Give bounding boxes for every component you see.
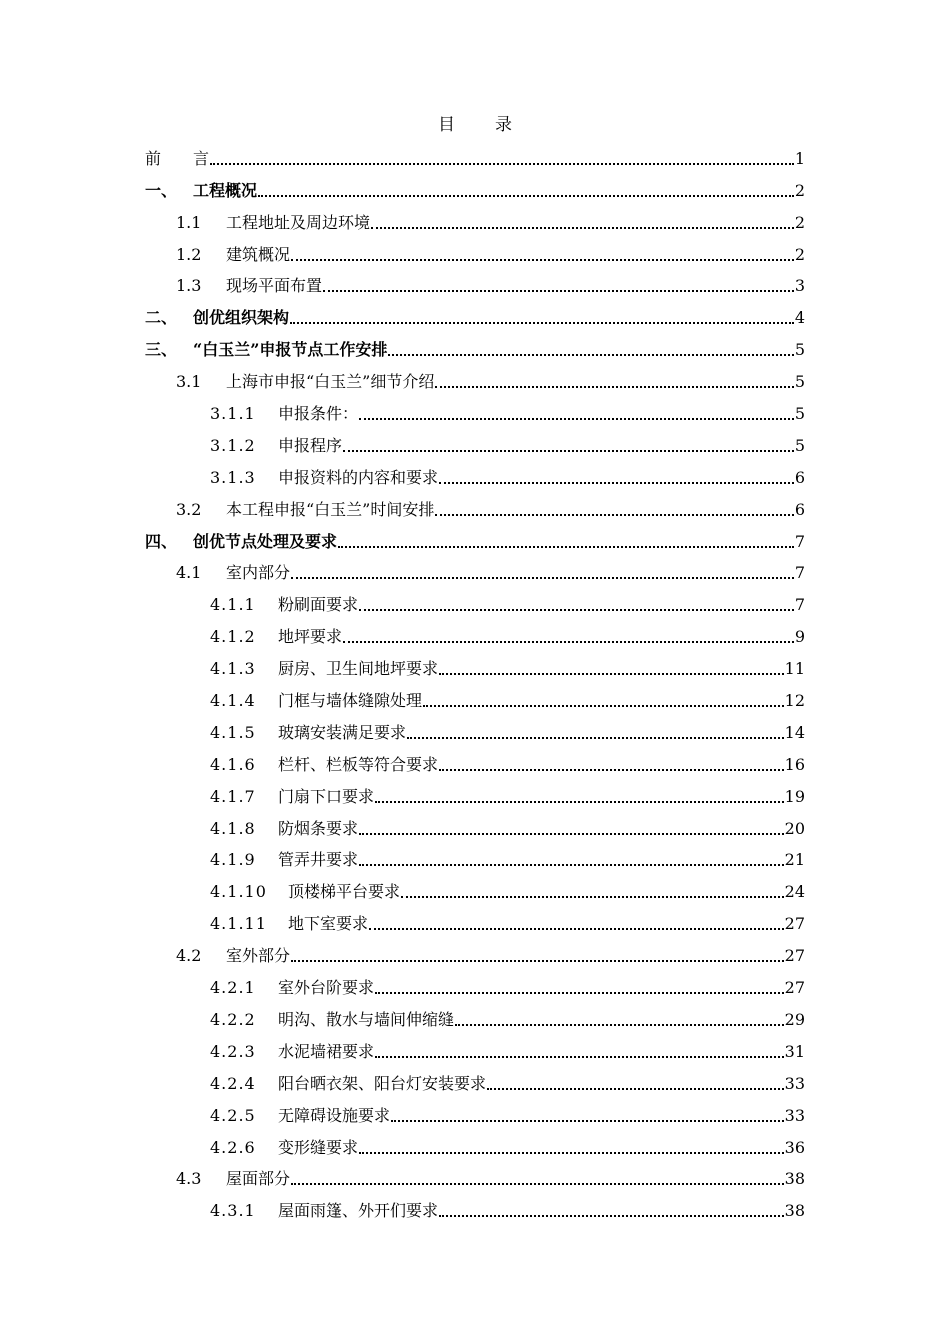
toc-entry-page: 7: [794, 563, 805, 583]
toc-entry-page: 21: [784, 850, 805, 870]
toc-entry-title: 防烟条要求: [278, 818, 359, 838]
toc-entry-page: 33: [784, 1105, 805, 1125]
toc-entry[interactable]: [0, 842, 950, 874]
toc-entry-title: 建筑概况: [226, 244, 291, 264]
dot-leader: [359, 1152, 784, 1154]
toc-entry-page: 24: [784, 882, 805, 902]
dot-leader: [375, 801, 784, 803]
toc-entry-number: 1.3: [176, 276, 202, 296]
toc-entry-title: 顶楼梯平台要求: [288, 882, 401, 902]
toc-entry-number: 二、: [145, 308, 178, 328]
toc-entry[interactable]: [0, 268, 950, 300]
toc-entry-title: 明沟、散水与墙间伸缩缝: [278, 1009, 455, 1029]
dot-leader: [455, 1024, 784, 1026]
toc-entry-title: 厨房、卫生间地坪要求: [278, 659, 439, 679]
toc-entry[interactable]: [0, 363, 950, 395]
toc-heading-right: 录: [495, 115, 512, 135]
toc-entry-page: 12: [784, 691, 805, 711]
toc-entry[interactable]: [0, 1097, 950, 1129]
toc-entry-page: 38: [784, 1201, 805, 1221]
toc-entry-title: 创优节点处理及要求: [193, 531, 338, 551]
dot-leader: [487, 1088, 784, 1090]
toc-entry[interactable]: [0, 746, 950, 778]
toc-entry-number: 4.2.1: [210, 978, 256, 998]
toc-entry-title: 栏杆、栏板等符合要求: [278, 754, 439, 774]
toc-entry[interactable]: [0, 778, 950, 810]
dot-leader: [439, 673, 784, 675]
dot-leader: [291, 960, 784, 962]
toc-entry-page: 14: [784, 722, 805, 742]
toc-entry-number: 4.1: [176, 563, 202, 583]
toc-entry-title: 门框与墙体缝隙处理: [278, 691, 423, 711]
toc-entry[interactable]: [0, 236, 950, 268]
toc-entry-number: 4.3: [176, 1169, 202, 1189]
toc-entry[interactable]: [0, 523, 950, 555]
toc-entry-page: 2: [794, 180, 805, 200]
toc-entry[interactable]: [0, 650, 950, 682]
toc-entry-page: 6: [794, 499, 805, 519]
toc-entry-title: 管弄井要求: [278, 850, 359, 870]
toc-entry-number: 4.1.1: [210, 595, 256, 615]
dot-leader: [343, 641, 794, 643]
toc-entry-page: 27: [784, 946, 805, 966]
toc-entry-number: 3.2: [176, 499, 202, 519]
toc-entry-number: 一、: [145, 180, 178, 200]
toc-entry[interactable]: [0, 1033, 950, 1065]
toc-heading: [0, 112, 950, 138]
toc-entry-page: 5: [794, 435, 805, 455]
dot-leader: [338, 546, 794, 548]
toc-entry-title: 工程概况: [193, 180, 258, 200]
toc-entry-number: 1.1: [176, 212, 202, 232]
toc-entry-number: 4.1.2: [210, 627, 256, 647]
toc-entry[interactable]: [0, 172, 950, 204]
toc-entry-title: 玻璃安装满足要求: [278, 722, 407, 742]
toc-entry-page: 31: [784, 1041, 805, 1061]
toc-entry-title: 室外部分: [226, 946, 291, 966]
toc-entry-title: 门扇下口要求: [278, 786, 375, 806]
dot-leader: [439, 1215, 784, 1217]
toc-entry-page: 38: [784, 1169, 805, 1189]
toc-entry[interactable]: [0, 331, 950, 363]
toc-entry-title: 阳台晒衣架、阳台灯安装要求: [278, 1073, 487, 1093]
toc-entry[interactable]: [0, 1192, 950, 1224]
dot-leader: [391, 1120, 784, 1122]
toc-entry-number: 1.2: [176, 244, 202, 264]
toc-entry-number: 3.1: [176, 372, 202, 392]
toc-entry[interactable]: [0, 1001, 950, 1033]
toc-entry-title: 室内部分: [226, 563, 291, 583]
dot-leader: [291, 1183, 784, 1185]
toc-entry-title: 申报程序: [278, 435, 343, 455]
toc-entry-title: 屋面部分: [226, 1169, 291, 1189]
toc-entry[interactable]: [0, 714, 950, 746]
dot-leader: [210, 163, 794, 165]
toc-entry-number: 4.2.2: [210, 1009, 256, 1029]
dot-leader: [258, 195, 794, 197]
toc-entry-page: 20: [784, 818, 805, 838]
toc-entry-title: 室外台阶要求: [278, 978, 375, 998]
dot-leader: [359, 418, 794, 420]
toc-entry-page: 27: [784, 914, 805, 934]
toc-entry-number: 4.1.7: [210, 786, 256, 806]
toc-list: [0, 140, 950, 1224]
toc-entry[interactable]: [0, 1161, 950, 1193]
toc-entry[interactable]: [0, 459, 950, 491]
toc-entry[interactable]: [0, 810, 950, 842]
toc-entry[interactable]: [0, 618, 950, 650]
dot-leader: [375, 1056, 784, 1058]
toc-entry-number: 3.1.3: [210, 467, 256, 487]
toc-entry-number: 三、: [145, 340, 178, 360]
toc-entry-number: 4.1.9: [210, 850, 256, 870]
toc-entry-number: 4.1.10: [210, 882, 267, 902]
dot-leader: [435, 514, 793, 516]
toc-entry[interactable]: [0, 140, 950, 172]
dot-leader: [435, 386, 793, 388]
toc-entry-number: 4.2.3: [210, 1041, 256, 1061]
toc-entry-page: 27: [784, 978, 805, 998]
toc-entry-number: 4.2.6: [210, 1137, 256, 1157]
toc-entry-title: 变形缝要求: [278, 1137, 359, 1157]
dot-leader: [371, 227, 794, 229]
toc-entry[interactable]: [0, 1129, 950, 1161]
toc-entry-page: 5: [794, 340, 805, 360]
toc-entry-title: 无障碍设施要求: [278, 1105, 391, 1125]
toc-entry-page: 5: [794, 404, 805, 424]
toc-entry-page: 9: [794, 627, 805, 647]
toc-entry-title: 工程地址及周边环境: [226, 212, 371, 232]
toc-entry-page: 2: [794, 212, 805, 232]
toc-entry-number: 四、: [145, 531, 178, 551]
toc-entry-number: 4.1.8: [210, 818, 256, 838]
dot-leader: [375, 992, 784, 994]
toc-entry-page: 29: [784, 1009, 805, 1029]
dot-leader: [423, 705, 784, 707]
dot-leader: [369, 928, 784, 930]
toc-entry-page: 7: [794, 531, 805, 551]
toc-entry-title: 本工程申报“白玉兰”时间安排: [226, 499, 435, 519]
toc-entry-title: 申报条件：: [278, 404, 359, 424]
toc-entry-page: 36: [784, 1137, 805, 1157]
toc-entry-title: 上海市申报“白玉兰”细节介绍: [226, 372, 435, 392]
toc-entry-page: 33: [784, 1073, 805, 1093]
toc-entry-number: 4.2.4: [210, 1073, 256, 1093]
dot-leader: [439, 482, 794, 484]
dot-leader: [291, 259, 794, 261]
toc-entry[interactable]: [0, 1065, 950, 1097]
toc-entry-title: 屋面雨篷、外开们要求: [278, 1201, 439, 1221]
toc-entry[interactable]: [0, 873, 950, 905]
toc-entry[interactable]: [0, 586, 950, 618]
toc-entry-title: “白玉兰”申报节点工作安排: [193, 340, 388, 360]
toc-entry-page: 19: [784, 786, 805, 806]
toc-entry-number: 4.1.5: [210, 722, 256, 742]
toc-entry[interactable]: [0, 905, 950, 937]
dot-leader: [359, 833, 784, 835]
toc-entry-title: 申报资料的内容和要求: [278, 467, 439, 487]
dot-leader: [388, 354, 793, 356]
toc-entry-page: 3: [794, 276, 805, 296]
toc-entry-number: 4.1.3: [210, 659, 256, 679]
toc-entry[interactable]: [0, 299, 950, 331]
dot-leader: [290, 322, 794, 324]
toc-entry-page: 5: [794, 372, 805, 392]
dot-leader: [291, 577, 794, 579]
dot-leader: [343, 450, 794, 452]
toc-entry-title: 水泥墙裙要求: [278, 1041, 375, 1061]
toc-entry[interactable]: [0, 969, 950, 1001]
toc-entry-title: 地坪要求: [278, 627, 343, 647]
toc-entry[interactable]: [0, 427, 950, 459]
dot-leader: [359, 609, 794, 611]
toc-entry-number: 4.3.1: [210, 1201, 256, 1221]
toc-entry-number: 4.2: [176, 946, 202, 966]
toc-entry-number: 4.2.5: [210, 1105, 256, 1125]
toc-entry[interactable]: [0, 395, 950, 427]
toc-entry-page: 11: [784, 659, 805, 679]
dot-leader: [323, 290, 794, 292]
toc-entry[interactable]: [0, 682, 950, 714]
toc-entry-number: 前 言: [145, 148, 210, 168]
toc-entry-title: 粉刷面要求: [278, 595, 359, 615]
toc-entry-page: 2: [794, 244, 805, 264]
dot-leader: [401, 896, 784, 898]
toc-entry-page: 7: [794, 595, 805, 615]
dot-leader: [359, 864, 784, 866]
toc-entry-number: 3.1.2: [210, 435, 256, 455]
toc-entry-page: 1: [794, 148, 805, 168]
toc-entry[interactable]: [0, 555, 950, 587]
toc-heading-left: 目: [438, 115, 455, 135]
toc-entry-page: 6: [794, 467, 805, 487]
toc-entry[interactable]: [0, 204, 950, 236]
toc-entry[interactable]: [0, 491, 950, 523]
toc-entry-page: 16: [784, 754, 805, 774]
dot-leader: [439, 769, 784, 771]
dot-leader: [407, 737, 784, 739]
toc-entry-title: 现场平面布置: [226, 276, 323, 296]
toc-entry-title: 地下室要求: [288, 914, 369, 934]
toc-entry-number: 4.1.11: [210, 914, 267, 934]
toc-entry-page: 4: [794, 308, 805, 328]
toc-entry-number: 4.1.6: [210, 754, 256, 774]
toc-entry-number: 3.1.1: [210, 404, 256, 424]
toc-entry[interactable]: [0, 937, 950, 969]
toc-entry-title: 创优组织架构: [193, 308, 290, 328]
toc-entry-number: 4.1.4: [210, 691, 256, 711]
